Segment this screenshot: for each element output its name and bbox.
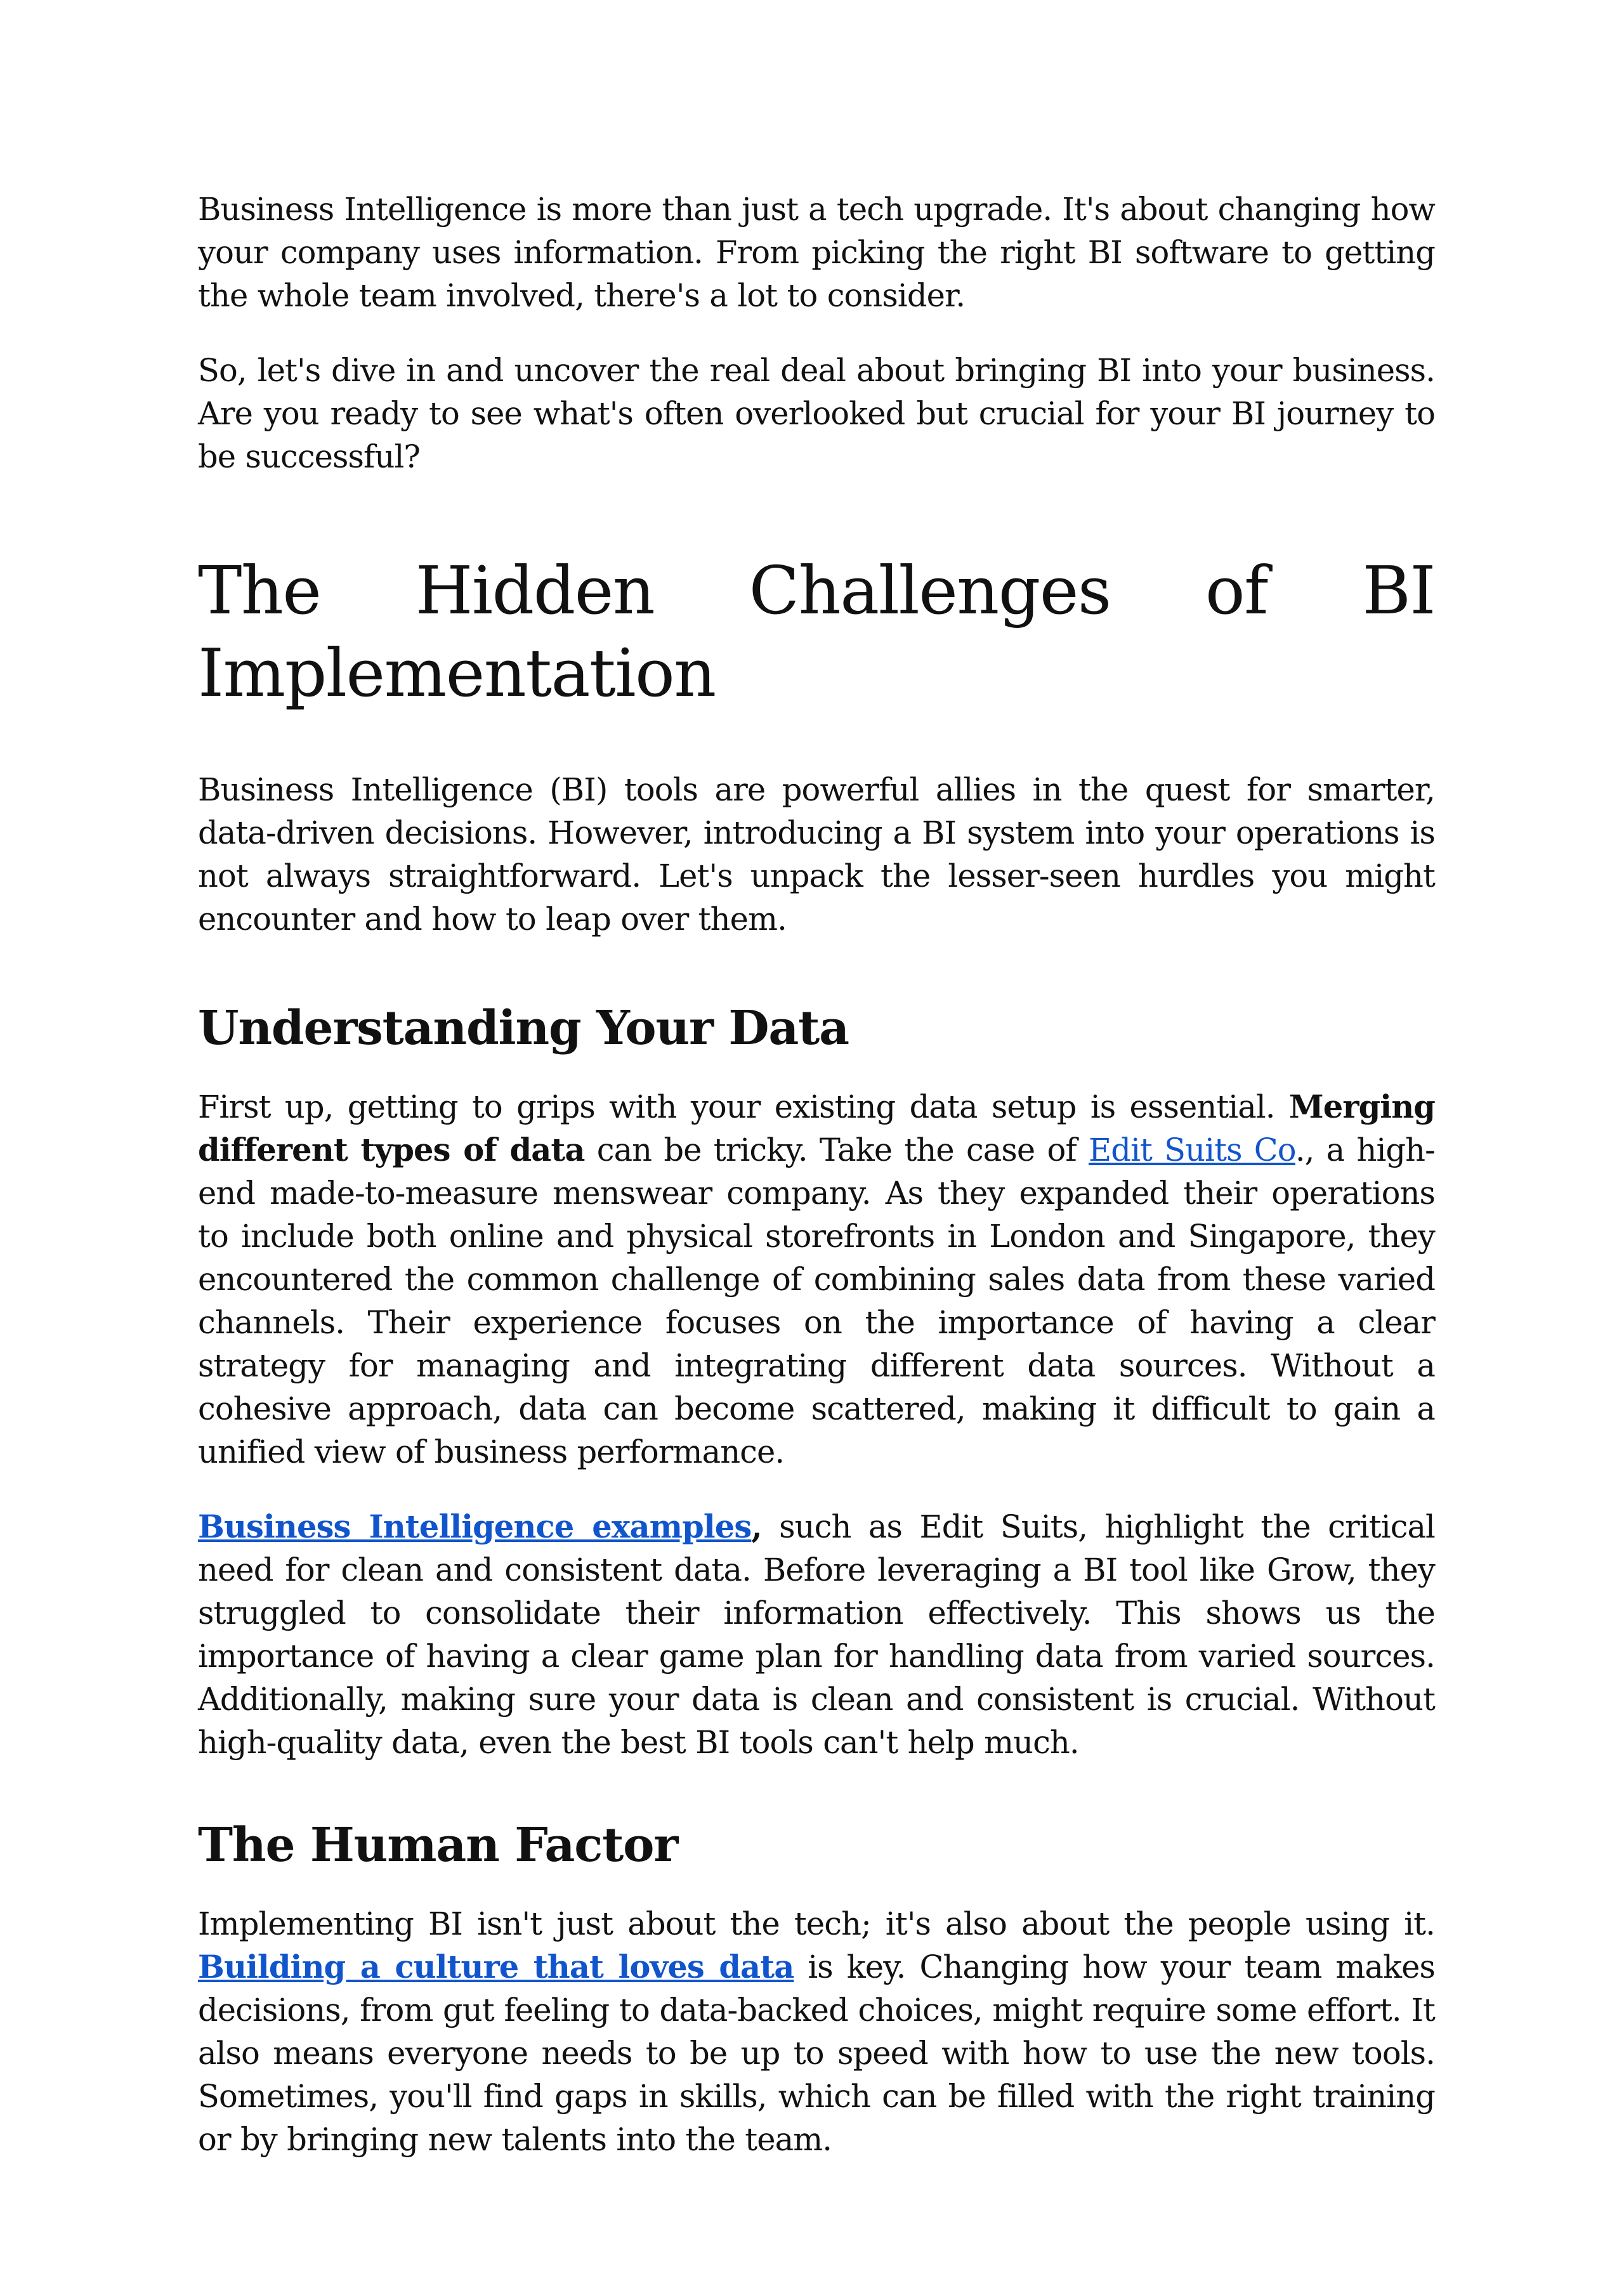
edit-suits-link[interactable]: Edit Suits Co [1089, 1132, 1295, 1168]
text-run: is key. Changing how your team makes decisions, from gut feeling to data-backed choices, might require some effort. It also means everyone needs to be up to speed with how to use the new tools. Sometimes, you'll find gaps in skills, which can be filled with the right training or by bringing new talents into the team. [198, 1949, 1436, 2158]
section-title-word: The [198, 552, 321, 629]
bi-examples-link[interactable]: Business Intelligence examples [198, 1508, 752, 1545]
intro-paragraph-1: Business Intelligence is more than just a tech upgrade. It's about changing how your company uses information. From picking the right BI software to getting the whole team involved, there's a lot to consider. [198, 191, 1435, 314]
text-run: such as Edit Suits, highlight the critical need for clean and consistent data. Before leveraging a BI tool like Grow, they struggled to consolidate their information effectively. This shows us the importance of having a clear game plan for handling data from varied sources. Additionally, making sure your data is clean and consistent is crucial. Without high-quality data, even the best BI tools can't help much. [198, 1508, 1435, 1761]
text-run: ., a high-end made-to-measure menswear company. As they expanded their operations to include both online and physical storefronts in London and Singapore, they encountered the common challenge of combining sales data from these varied channels. Their experience focuses on the importance of having a clear strategy for managing and integrating different data sources. Without a cohesive approach, data can become scattered, making it difficult to gain a unified view of business performance. [198, 1132, 1435, 1470]
text-run: First up, getting to grips with your existing data setup is essential. [198, 1088, 1289, 1125]
section-title [198, 549, 1435, 714]
document-page [198, 188, 1435, 2161]
section-title-word: of [1205, 552, 1268, 629]
section-title-line-1 [198, 549, 1435, 632]
understanding-heading: Understanding Your Data [198, 1001, 849, 1055]
understanding-paragraph-2 [198, 1505, 1435, 1764]
section-title-word: Hidden [415, 552, 655, 629]
text-run: can be tricky. Take the case of [584, 1132, 1089, 1168]
human-factor-heading: The Human Factor [198, 1818, 678, 1872]
human-factor-paragraph [198, 1902, 1435, 2161]
understanding-paragraph-1 [198, 1085, 1435, 1473]
section-title-word: BI [1362, 552, 1435, 629]
section-title-line-2: Implementation [198, 634, 716, 712]
bold-text: Merging different types of data [198, 1088, 1435, 1168]
data-culture-link[interactable]: Building a culture that loves data [198, 1949, 794, 1985]
bold-comma: , [751, 1508, 762, 1545]
text-run: Implementing BI isn't just about the tech; it's also about the people using it. [198, 1905, 1435, 1942]
section-intro-paragraph: Business Intelligence (BI) tools are powerful allies in the quest for smarter, data-driven decisions. However, introducing a BI system into your operations is not always straightforward. Let's unpack the lesser-seen hurdles you might encounter and how to leap over them. [198, 771, 1435, 937]
section-title-word: Challenges [749, 552, 1111, 629]
intro-paragraph-2: So, let's dive in and uncover the real deal about bringing BI into your business. Are you ready to see what's often overlooked but crucial for your BI journey to be successful? [198, 352, 1435, 475]
